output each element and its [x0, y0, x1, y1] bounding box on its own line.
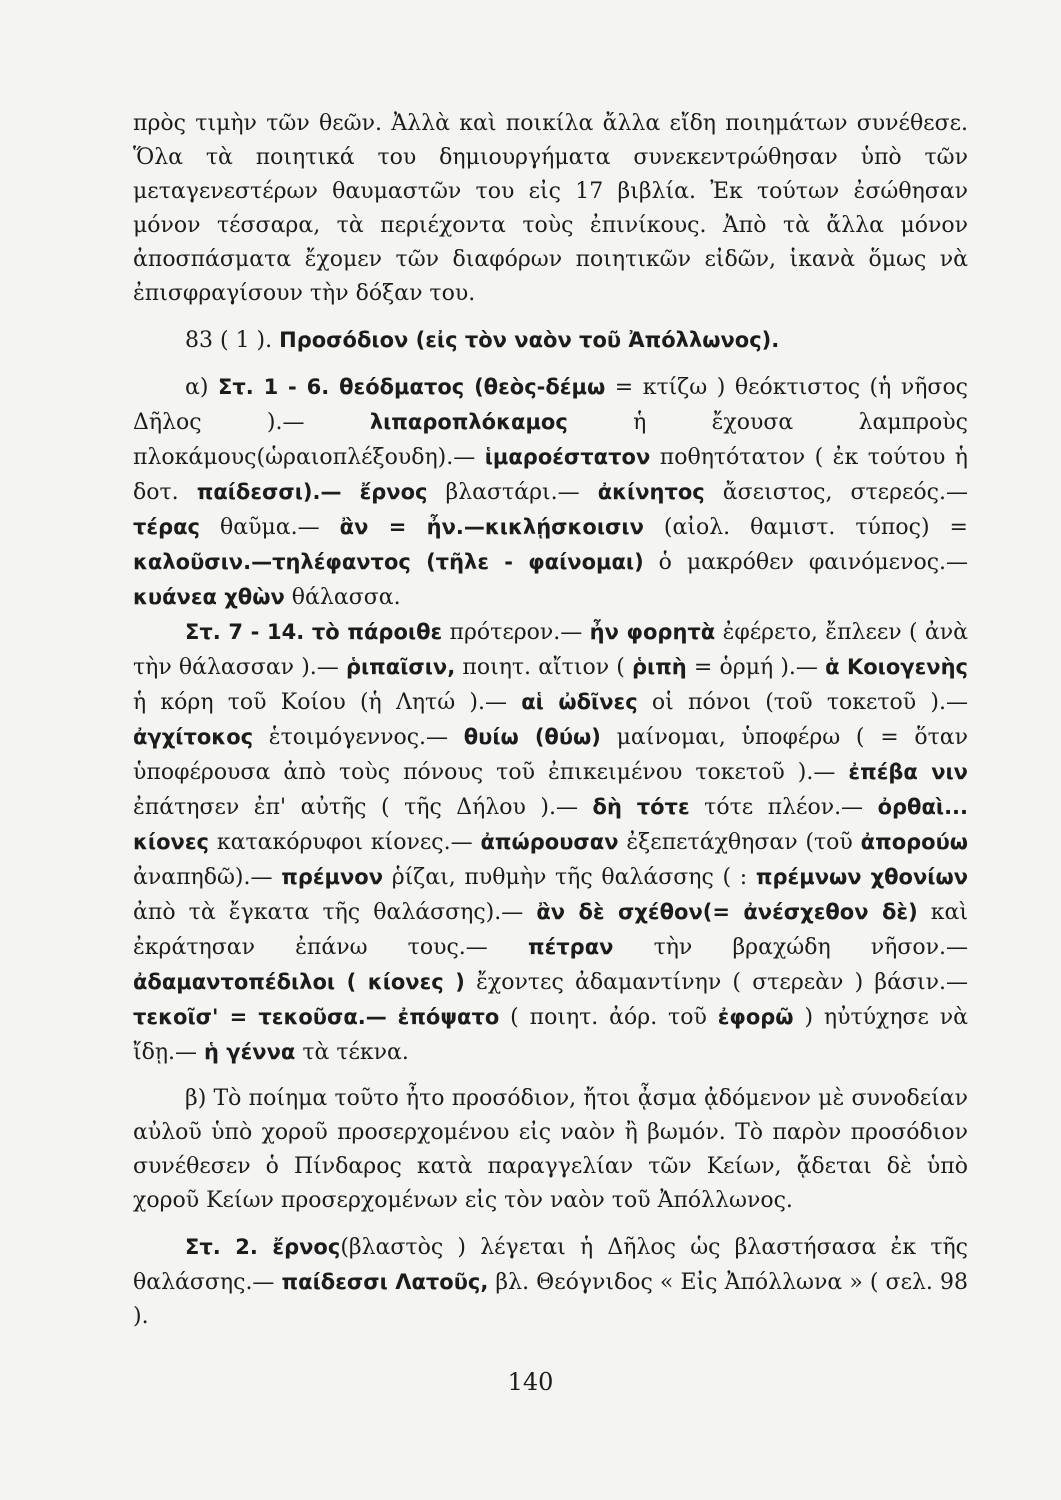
term: αἱ ὠδῖνες: [521, 690, 638, 714]
term: δὴ τότε: [592, 795, 690, 819]
term: ἔρνος: [359, 480, 428, 504]
term: ἱμαροέστατον: [484, 445, 651, 469]
gloss: τὴν βραχώδη νῆσον.—: [653, 935, 968, 960]
gloss: ἡ ἔχουσα λαμπροὺς πλοκάμους(ὡραιοπλέξουδη).—: [133, 410, 969, 470]
intro-paragraph: πρὸς τιμὴν τῶν θεῶν. Ἀλλὰ καὶ ποικίλα ἄλλα εἴδη ποιημάτων συνέθεσε. Ὅλα τὰ ποιητικά του δημιουργήματα συνεκεντρώθησαν ὑπὸ τῶν μεταγενεστέρων θαυμαστῶν του εἰς 17 βιβλία. Ἐκ τούτων ἐσώθησαν μόνον τέσσαρα, τὰ περιέχοντα τοὺς ἐπινίκους. Ἀπὸ τὰ ἄλλα μόνον ἀποσπάσματα ἔχομεν τῶν διαφόρων ποιητικῶν εἰδῶν, ἱκανὰ ὅμως νὰ ἐπισφραγίσουν τὴν δόξαν του.: [133, 111, 968, 306]
term: τεκοῖσ' = τεκοῦσα.—: [133, 1005, 387, 1029]
gloss: = ὁρμή ).—: [693, 655, 818, 680]
gloss: ἐπάτησεν ἐπ' αὐτῆς ( τῆς Δήλου ).—: [133, 795, 578, 820]
gloss: βλ. Θεόγνιδος « Εἰς Ἀπόλλωνα » ( σελ. 98 ).: [133, 1270, 968, 1329]
term: Στ. 2. ἔρνος: [185, 1235, 341, 1259]
page-number: 140: [507, 1368, 554, 1396]
term: ἡ γέννα: [204, 1040, 296, 1064]
term: ἐφορῶ: [717, 1005, 794, 1029]
gloss: ἀναπηδῶ).—: [133, 865, 273, 890]
gloss: ἔχοντες ἀδαμαντίνην ( στερεὰν ) βάσιν.—: [476, 970, 968, 995]
commentary-paragraph-a: [133, 370, 968, 615]
term: ἁ Κοιογενὴς: [825, 655, 968, 679]
gloss: ῥίζαι, πυθμὴν τῆς θαλάσσης ( :: [391, 865, 748, 890]
term: ἐπόψατο: [397, 1005, 500, 1029]
term: παίδεσσι).—: [196, 480, 342, 504]
gloss: βλαστάρι.—: [445, 480, 580, 505]
term: ἂν = ἦν.—κικλῄσκοισιν: [339, 515, 644, 539]
gloss: μαίνομαι, ὑποφέρω ( = ὅταν ὑποφέρουσα ἀπὸ τοὺς πόνους τοῦ ἐπικειμένου τοκετοῦ ).—: [133, 725, 968, 785]
term: ἐπέβα νιν: [848, 760, 968, 784]
gloss: ) ηὐτύχησε νὰ ἴδῃ.—: [133, 1005, 969, 1065]
term: παίδεσσι Λατοῦς,: [281, 1270, 489, 1294]
gloss: (βλαστὸς ) λέγεται ἡ Δῆλος ὡς βλαστήσασα ἐκ τῆς θαλάσσης.—: [133, 1235, 968, 1295]
gloss: ἀπὸ τὰ ἔγκατα τῆς θαλάσσης).—: [133, 900, 524, 925]
section-number: 83 ( 1 ).: [185, 328, 273, 353]
gloss: τότε πλέον.—: [704, 795, 864, 820]
term: καλοῦσιν.—τηλέφαντος (τῆλε - φαίνομαι): [133, 550, 644, 574]
term: λιπαροπλόκαμος: [369, 410, 568, 434]
gloss: πρότερον.—: [449, 620, 583, 645]
term: ῥιπὴ: [631, 655, 687, 679]
term: κυάνεα χθὼν: [133, 585, 285, 609]
commentary-paragraph-b: [133, 615, 968, 1070]
term: ἀπορούω: [860, 830, 969, 854]
gloss: θάλασσα.: [291, 585, 401, 610]
term: ἀγχίτοκος: [133, 725, 254, 749]
term: πέτραν: [527, 935, 614, 959]
term: Στ. 7 - 14. τὸ πάροιθε: [185, 620, 443, 644]
term: ἦν φορητὰ: [589, 620, 716, 644]
term: ἀπώρουσαν: [480, 830, 619, 854]
paragraph-label: α): [185, 375, 209, 400]
gloss: κατακόρυφοι κίονες.—: [216, 830, 473, 855]
gloss: καὶ ἐκράτησαν ἐπάνω τους.—: [133, 900, 968, 960]
term: ῥιπαῖσιν,: [345, 655, 456, 679]
gloss: ἄσειστος, στερεός.—: [722, 480, 968, 505]
term: ἀκίνητος: [597, 480, 705, 504]
commentary-paragraph-d: [133, 1230, 968, 1334]
gloss: = κτίζω ) θεόκτιστος (ἡ νῆσος Δῆλος ).—: [133, 375, 969, 435]
gloss: ἐξεπετάχθησαν (τοῦ: [626, 830, 853, 855]
term: θυίω (θύω): [463, 725, 601, 749]
page-text: [133, 107, 968, 1334]
section-heading: [133, 323, 968, 358]
gloss: ἑτοιμόγεννος.—: [268, 725, 449, 750]
section-title: Προσόδιον (εἰς τὸν ναὸν τοῦ Ἀπόλλωνος).: [279, 328, 780, 352]
term: τέρας: [133, 515, 200, 539]
term: ὀρθαὶ... κίονες: [133, 795, 969, 854]
term: πρέμνον: [281, 865, 384, 889]
gloss: (αἰολ. θαμιστ. τύπος) =: [663, 515, 968, 540]
term: Στ. 1 - 6. θεόδματος (θεὸς-δέμω: [218, 375, 606, 399]
gloss: τὰ τέκνα.: [302, 1040, 409, 1065]
gloss: ποθητότατον ( ἐκ τούτου ἡ δοτ.: [133, 445, 968, 505]
gloss: ποιητ. αἴτιον (: [462, 655, 625, 680]
gloss: ἐφέρετο, ἔπλεεν ( ἀνὰ τὴν θάλασσαν ).—: [133, 620, 968, 680]
gloss: ἡ κόρη τοῦ Κοίου (ἡ Λητώ ).—: [133, 690, 507, 715]
term: πρέμνων χθονίων: [755, 865, 969, 889]
term: ἀδαμαντοπέδιλοι ( κίονες ): [133, 970, 465, 994]
gloss: ὁ μακρόθεν φαινόμενος.—: [658, 550, 969, 575]
commentary-paragraph-c: β) Τὸ ποίημα τοῦτο ἦτο προσόδιον, ἤτοι ᾆσμα ᾀδόμενον μὲ συνοδείαν αὐλοῦ ὑπὸ χοροῦ προσερχομένου εἰς ναὸν ἢ βωμόν. Τὸ παρὸν προσόδιον συνέθεσεν ὁ Πίνδαρος κατὰ παραγγελίαν τῶν Κείων, ᾄδεται δὲ ὑπὸ χοροῦ Κείων προσερχομένων εἰς τὸν ναὸν τοῦ Ἀπόλλωνος.: [133, 1086, 968, 1213]
term: ἂν δὲ σχέθον(= ἀνέσχεθον δὲ): [536, 900, 918, 924]
gloss: ( ποιητ. ἀόρ. τοῦ: [510, 1005, 707, 1030]
gloss: θαῦμα.—: [220, 515, 320, 540]
gloss: οἱ πόνοι (τοῦ τοκετοῦ ).—: [651, 690, 968, 715]
